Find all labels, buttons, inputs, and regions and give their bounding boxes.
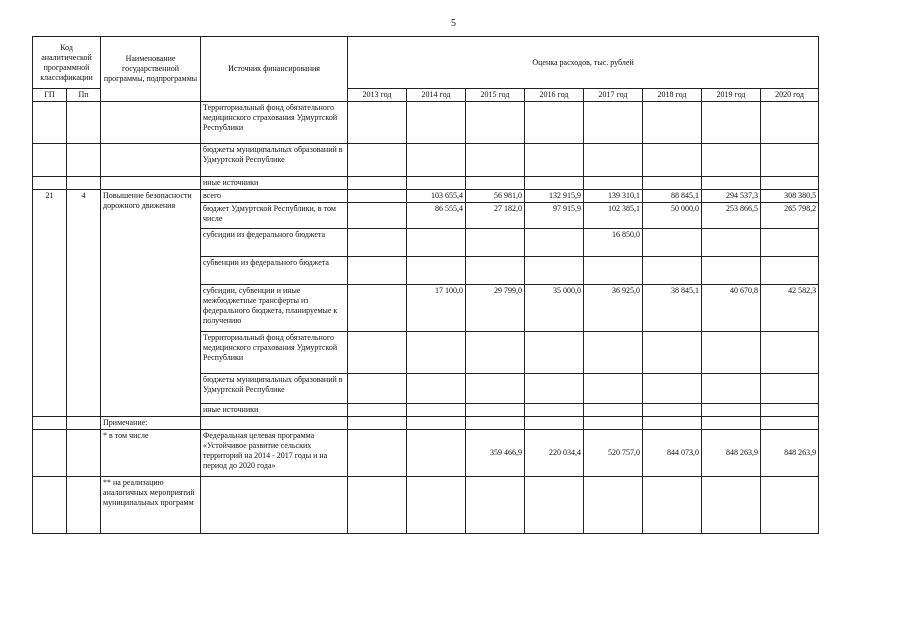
source-cell: иные источники xyxy=(201,404,348,417)
note-label: ** на реализацию аналогичных мероприятий муниципальных программ xyxy=(101,477,201,534)
header-year: 2019 год xyxy=(702,89,761,102)
source-cell: бюджеты муниципальных образований в Удмуртской Республике xyxy=(201,374,348,404)
header-year: 2014 год xyxy=(407,89,466,102)
note-label: * в том числе xyxy=(101,430,201,477)
page-number: 5 xyxy=(451,18,456,29)
table-row xyxy=(33,144,819,177)
pp-code: 4 xyxy=(67,190,101,417)
notes-title-row xyxy=(33,417,819,430)
source-cell: Территориальный фонд обязательного медицинского страхования Удмуртской Республики xyxy=(201,332,348,374)
source-cell: бюджеты муниципальных образований в Удмуртской Республике xyxy=(201,144,348,177)
source-cell: субсидии, субвенции и иные межбюджетные трансферты из федерального бюджета, планируемые к получению xyxy=(201,285,348,332)
table-row xyxy=(33,102,819,144)
source-cell: Территориальный фонд обязательного медицинского страхования Удмуртской Республики xyxy=(201,102,348,144)
source-cell xyxy=(201,477,348,534)
source-cell: субвенции из федерального бюджета xyxy=(201,257,348,285)
header-pp: Пп xyxy=(67,89,101,102)
header-code: Код аналитической программной классификации xyxy=(33,37,101,89)
table-row: субсидии из федерального бюджета 16 850,0 xyxy=(33,229,819,257)
source-cell: иные источники xyxy=(201,177,348,190)
table-row: * в том числе Федеральная целевая программа «Устойчивое развитие сельских территорий на 2014 - 2017 годы и на период до 2020 года» 359 466,9 220 034,4 520 757,0 844 073,0 848 263,9 848 263,9 xyxy=(33,430,819,477)
header-row xyxy=(33,37,819,89)
header-year: 2016 год xyxy=(525,89,584,102)
source-cell: бюджет Удмуртской Республики, в том числе xyxy=(201,203,348,229)
source-cell: всего xyxy=(201,190,348,203)
budget-table xyxy=(32,36,819,534)
header-year: 2013 год xyxy=(348,89,407,102)
header-year: 2017 год xyxy=(584,89,643,102)
header-name: Наименование государственной программы, подпрограммы xyxy=(101,37,201,102)
header-year: 2015 год xyxy=(466,89,525,102)
source-cell: Федеральная целевая программа «Устойчивое развитие сельских территорий на 2014 - 2017 годы и на период до 2020 года» xyxy=(201,430,348,477)
table-row: субсидии, субвенции и иные межбюджетные трансферты из федерального бюджета, планируемые к получению 17 100,0 29 799,0 35 000,0 36 925,0 38 845,1 40 670,8 42 582,3 xyxy=(33,285,819,332)
table-row: бюджет Удмуртской Республики, в том числе 86 555,4 27 182,0 97 915,9 102 385,1 50 000,0 253 866,5 265 798,2 xyxy=(33,203,819,229)
table-row: 21 4 Повышение безопасности дорожного движения всего 103 655,4 56 981,0 132 915,9 139 310,1 88 845,1 294 537,3 308 380,5 xyxy=(33,190,819,203)
header-estimate: Оценка расходов, тыс. рублей xyxy=(348,37,819,89)
header-source: Источник финансирования xyxy=(201,37,348,102)
gp-code: 21 xyxy=(33,190,67,417)
table-row xyxy=(33,477,819,534)
header-year: 2018 год xyxy=(643,89,702,102)
notes-title: Примечание: xyxy=(101,417,201,430)
table-row xyxy=(33,177,819,190)
header-gp: ГП xyxy=(33,89,67,102)
source-cell: субсидии из федерального бюджета xyxy=(201,229,348,257)
header-year: 2020 год xyxy=(761,89,819,102)
program-name: Повышение безопасности дорожного движения xyxy=(101,190,201,417)
